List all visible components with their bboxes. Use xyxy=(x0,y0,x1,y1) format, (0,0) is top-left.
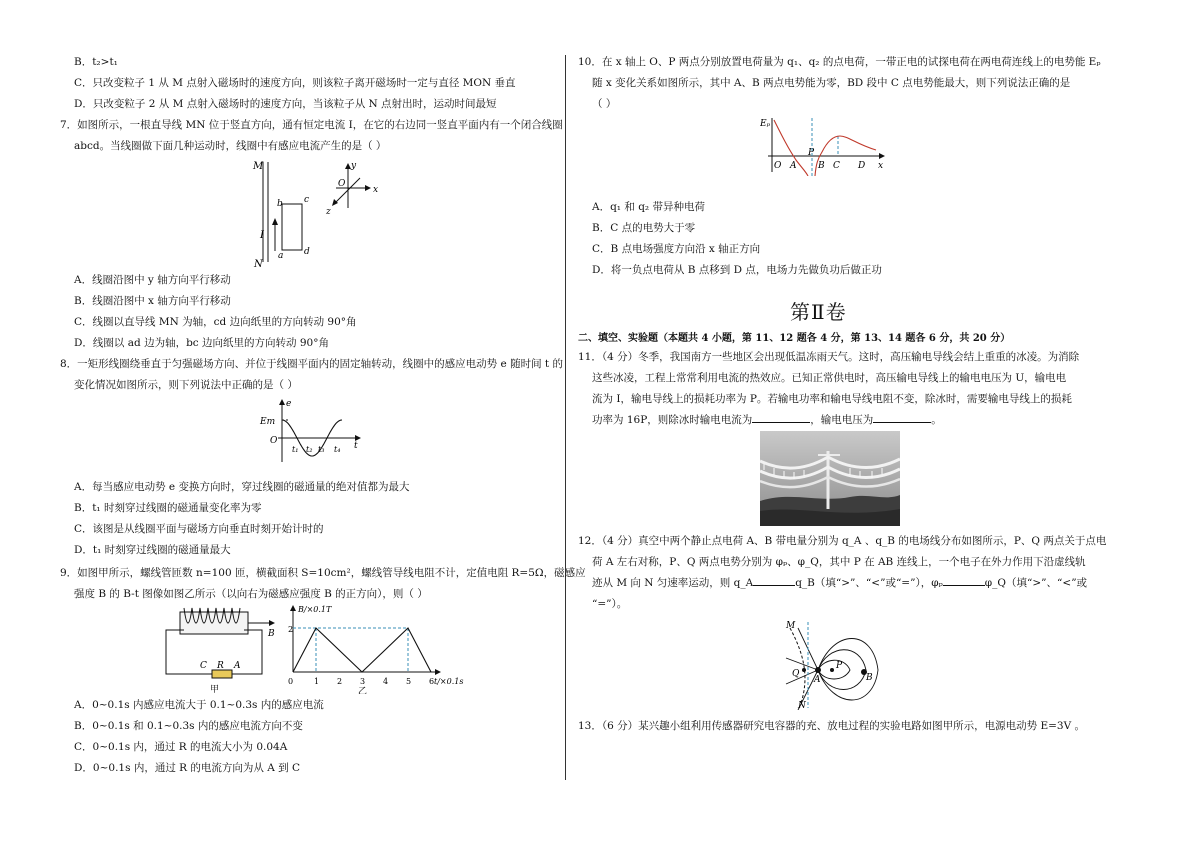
q9-graph-xlabel: t/×0.1s xyxy=(434,677,464,686)
q11-text-c: 。 xyxy=(931,414,942,426)
q8-option-d: D．t₁ 时刻穿过线圈的磁通量最大 xyxy=(74,544,231,556)
q10-label-c: C xyxy=(833,161,840,171)
q9-graph-y2: 2 xyxy=(288,625,294,634)
q9-graph-x0: 0 xyxy=(288,677,294,686)
q12-label-p: P xyxy=(836,661,843,671)
q10-option-b: B．C 点的电势大于零 xyxy=(592,222,696,234)
q11-line-3: 流为 I，输电导线上的损耗功率为 P。若输电功率和输电导线电阻不变，除冰时，需要输电导线上的损耗 xyxy=(592,393,1072,405)
q12-label-m: M xyxy=(786,621,796,631)
q9-graph-x6: 6 xyxy=(429,677,435,686)
q12-label-a: A xyxy=(814,675,821,685)
section-subtitle: 二、填空、实验题（本题共 4 小题，第 11、12 题各 4 分，第 13、14 题各 6 分，共 20 分） xyxy=(578,333,1011,344)
q11-blank-voltage[interactable] xyxy=(873,410,931,423)
q8-stem-2: 变化情况如图所示，则下列说法中正确的是（ ） xyxy=(74,379,298,391)
q9-label-jia: 甲 xyxy=(210,685,220,695)
q7-label-c: c xyxy=(304,195,310,205)
q9-figure-circuit xyxy=(160,604,290,696)
q7-option-a: A．线圈沿图中 y 轴方向平行移动 xyxy=(74,274,231,286)
q12-label-n: N xyxy=(798,701,806,710)
q8-label-t2: t₂ xyxy=(306,445,313,454)
q8-label-t3: t₃ xyxy=(318,445,325,454)
q12-line-4: “=”）。 xyxy=(592,598,628,610)
q12-blank-charge[interactable] xyxy=(753,573,795,586)
q6-option-d: D．只改变粒子 2 从 M 点射入磁场时的速度方向，当该粒子从 N 点射出时，运动时间最短 xyxy=(74,98,497,110)
q10-label-b: B xyxy=(818,161,825,171)
q10-label-p: P xyxy=(808,148,815,158)
q8-label-em: Em xyxy=(260,417,276,427)
q7-label-a: a xyxy=(278,251,284,261)
q10-option-a: A．q₁ 和 q₂ 带异种电荷 xyxy=(592,201,705,213)
q7-axis-origin: O xyxy=(338,179,346,189)
q10-label-a: A xyxy=(790,161,797,171)
q7-stem-2: abcd。当线圈做下面几种运动时，线圈中有感应电流产生的是（ ） xyxy=(74,140,387,152)
q9-graph-ylabel: B/×0.1T xyxy=(298,605,332,614)
q10-stem-3: （ ） xyxy=(592,98,617,110)
q7-stem-1: 7．如图所示，一根直导线 MN 位于竖直方向，通有恒定电流 I，在它的右边同一竖直平面内有一个闭合线圈 xyxy=(60,119,563,131)
q9-label-r: R xyxy=(217,661,224,671)
q11-text-a: 功率为 16P，则除冰时输电电流为 xyxy=(592,414,753,426)
q8-label-o: O xyxy=(270,436,278,446)
q9-graph-x1: 1 xyxy=(314,677,320,686)
q11-line-2: 这些冰凌，工程上常常利用电流的热效应。已知正常供电时，高压输电导线上的输电电压为 U，输电电 xyxy=(592,372,1067,384)
q12-label-b: B xyxy=(866,673,873,683)
q7-label-m: M xyxy=(253,161,264,172)
q11-line-1: 11．（4 分）冬季，我国南方一些地区会出现低温冻雨天气。这时，高压输电导线会结上重重的冰凌。为消除 xyxy=(578,351,1080,363)
q12-label-q: Q xyxy=(792,669,800,679)
q7-label-d: d xyxy=(304,247,310,257)
q10-axis-ep: Eₚ xyxy=(760,119,771,129)
q10-option-c: C．B 点电场强度方向沿 x 轴正方向 xyxy=(592,243,761,255)
q8-label-t1: t₁ xyxy=(292,445,299,454)
q8-axis-t: t xyxy=(354,441,358,451)
q7-option-d: D．线圈以 ad 边为轴，bc 边向纸里的方向转动 90°角 xyxy=(74,337,329,349)
q8-axis-e: e xyxy=(286,399,292,409)
q12-line-2: 荷 A 左右对称，P、Q 两点电势分别为 φₚ、φ_Q，其中 P 在 AB 连线上，一个电子在外力作用下沿虚线轨 xyxy=(592,556,1086,568)
q8-option-a: A．每当感应电动势 e 变换方向时，穿过线圈的磁通量的绝对值都为最大 xyxy=(74,481,410,493)
q6-option-b: B．t₂>t₁ xyxy=(74,56,118,68)
q8-label-t4: t₄ xyxy=(334,445,341,454)
q12-text-a: 迹从 M 向 N 匀速率运动，则 q_A xyxy=(592,577,754,589)
q10-stem-1: 10．在 x 轴上 O、P 两点分别放置电荷量为 q₁、q₂ 的点电荷，一带正电的试探电荷在两电荷连线上的电势能 Eₚ xyxy=(578,56,1101,68)
q9-figure-graph xyxy=(288,602,468,694)
q9-label-a: A xyxy=(234,661,241,671)
q9-option-b: B．0~0.1s 和 0.1~0.3s 内的感应电流方向不变 xyxy=(74,720,303,732)
q9-stem-1: 9．如图甲所示，螺线管匝数 n=100 匝，横截面积 S=10cm²，螺线管导线电阻不计，定值电阻 R=5Ω，磁感应 xyxy=(60,567,586,579)
q7-axis-y: y xyxy=(351,161,357,171)
q11-photo-iced-power-lines xyxy=(760,431,900,526)
q10-label-o: O xyxy=(774,161,782,171)
q7-axis-z: z xyxy=(326,207,331,217)
q9-label-yi: 乙 xyxy=(358,687,368,694)
column-divider xyxy=(565,55,566,780)
q10-figure xyxy=(760,114,890,176)
q9-stem-2: 强度 B 的 B-t 图像如图乙所示（以向右为磁感应强度 B 的正方向），则（ ） xyxy=(74,588,428,600)
q10-label-d: D xyxy=(858,161,866,171)
q9-label-c: C xyxy=(200,661,207,671)
q9-graph-x4: 4 xyxy=(383,677,389,686)
q12-blank-potential[interactable] xyxy=(943,573,985,586)
q11-blank-current[interactable] xyxy=(752,410,810,423)
q7-label-i: I xyxy=(260,230,264,241)
q12-text-b: q_B（填“>”、“<”或“=”），φₚ xyxy=(795,577,943,589)
q9-graph-x3: 3 xyxy=(360,677,366,686)
q12-text-c: φ_Q（填“>”、“<”或 xyxy=(984,577,1088,589)
q7-label-n: N xyxy=(254,259,263,270)
q12-line-3 xyxy=(592,573,1087,594)
q8-figure xyxy=(252,396,372,468)
q9-option-a: A．0~0.1s 内感应电流大于 0.1~0.3s 内的感应电流 xyxy=(74,699,324,711)
section-title: 第Ⅱ卷 xyxy=(790,300,847,324)
q10-axis-x: x xyxy=(878,161,884,171)
q9-graph-x2: 2 xyxy=(337,677,343,686)
q13-line-1: 13．（6 分）某兴趣小组利用传感器研究电容器的充、放电过程的实验电路如图甲所示，电源电动势 E=3V 。 xyxy=(578,720,1086,732)
q7-option-c: C．线圈以直导线 MN 为轴，cd 边向纸里的方向转动 90°角 xyxy=(74,316,357,328)
q6-option-c: C．只改变粒子 1 从 M 点射入磁场时的速度方向，则该粒子离开磁场时一定与直径 MON 垂直 xyxy=(74,77,516,89)
q9-option-c: C．0~0.1s 内，通过 R 的电流大小为 0.04A xyxy=(74,741,288,753)
q9-label-b: B xyxy=(268,629,275,639)
q8-option-b: B．t₁ 时刻穿过线圈的磁通量变化率为零 xyxy=(74,502,262,514)
q7-label-b: b xyxy=(277,199,283,209)
q9-option-d: D．0~0.1s 内，通过 R 的电流方向为从 A 到 C xyxy=(74,762,301,774)
q12-line-1: 12．（4 分）真空中两个静止点电荷 A、B 带电量分别为 q_A 、q_B 的电场线分布如图所示，P、Q 两点关于点电 xyxy=(578,535,1107,547)
q11-text-b: ，输电电压为 xyxy=(810,414,874,426)
q9-graph-x5: 5 xyxy=(406,677,412,686)
q7-axis-x: x xyxy=(373,185,379,195)
q8-stem-1: 8．一矩形线圈绕垂直于匀强磁场方向、并位于线圈平面内的固定轴转动，线圈中的感应电动势 e 随时间 t 的 xyxy=(60,358,563,370)
q10-option-d: D．将一负点电荷从 B 点移到 D 点，电场力先做负功后做正功 xyxy=(592,264,882,276)
q7-figure xyxy=(248,156,388,270)
q8-option-c: C．该图是从线圈平面与磁场方向垂直时刻开始计时的 xyxy=(74,523,324,535)
q12-figure-field-lines xyxy=(778,618,888,710)
q10-stem-2: 随 x 变化关系如图所示，其中 A、B 两点电势能为零，BD 段中 C 点电势能最大，则下列说法正确的是 xyxy=(592,77,1071,89)
q11-line-4 xyxy=(592,410,942,431)
q7-option-b: B．线圈沿图中 x 轴方向平行移动 xyxy=(74,295,231,307)
